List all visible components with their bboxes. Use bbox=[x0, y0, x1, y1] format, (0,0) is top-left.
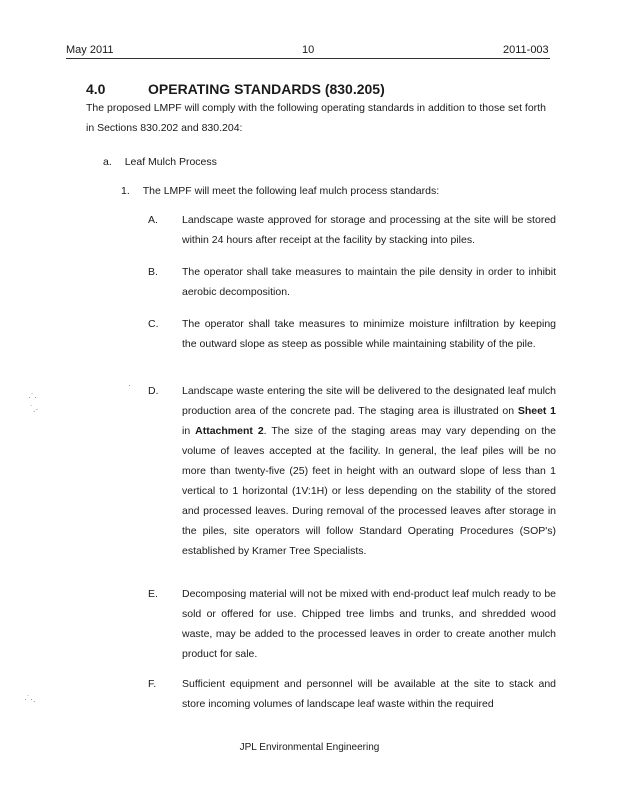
standard-text: The operator shall take measures to minimize moisture infiltration by keeping the outward slope as steep as possible while maintaining stability of the pile. bbox=[182, 318, 556, 350]
standard-text-part: . The size of the staging areas may vary depending on the volume of leaves accepted at the facility. In general, the leaf piles will be no more than twenty-five (25) feet in height with an outward slope of less than 1 vertical to 1 horizontal (1V:1H) or less depending on the stability of the stored and processed leaves. During removal of the processed leaves after storage in the piles, site operators will follow Standard Operating Procedures (SOP's) established by Kramer Tree Specialists. bbox=[182, 425, 557, 557]
standard-text: Decomposing material will not be mixed with end-product leaf mulch ready to be sold or offered for use. Chipped tree limbs and trunks, and shredded wood waste, may be added to the processed leaves in order to create another mulch product for sale. bbox=[182, 588, 556, 660]
footer-text: JPL Environmental Engineering bbox=[239, 742, 380, 753]
standard-letter: E. bbox=[148, 588, 158, 600]
standard-text: The operator shall take measures to maintain the pile density in order to inhibit aerobic decomposition. bbox=[182, 266, 556, 298]
standard-letter: C. bbox=[148, 318, 159, 330]
attachment-reference: Attachment 2 bbox=[195, 425, 264, 437]
sheet-reference: Sheet 1 bbox=[517, 405, 556, 417]
header-date: May 2011 bbox=[66, 44, 114, 56]
subsection-heading bbox=[103, 152, 217, 172]
standard-letter: F. bbox=[148, 678, 157, 690]
standard-text-part: Landscape waste entering the site will be delivered to the designated leaf mulch production area of the concrete pad. The staging area is illustrated on bbox=[182, 385, 556, 417]
standard-text bbox=[182, 381, 556, 561]
section-intro: The proposed LMPF will comply with the following operating standards in addition to those set forth in Sections 830.202 and 830.204: bbox=[86, 102, 546, 134]
document-number: 2011-003 bbox=[503, 44, 549, 56]
standard-text-part: in bbox=[182, 425, 196, 437]
standard-letter: A. bbox=[148, 214, 158, 226]
item-heading bbox=[121, 181, 439, 201]
page-number: 10 bbox=[302, 44, 315, 56]
item-label: 1. bbox=[121, 185, 130, 197]
standard-letter: D. bbox=[148, 385, 159, 397]
standard-text: Sufficient equipment and personnel will be available at the site to stack and store incoming volumes of landscape leaf waste within the required bbox=[182, 678, 556, 710]
standard-text: Landscape waste approved for storage and processing at the site will be stored within 24 hours after receipt at the facility by stacking into piles. bbox=[182, 214, 556, 246]
section-number: 4.0 bbox=[86, 81, 106, 97]
scan-mark: ˙.· bbox=[30, 404, 39, 414]
section-title: OPERATING STANDARDS (830.205) bbox=[148, 81, 385, 97]
standard-letter: B. bbox=[148, 266, 158, 278]
scan-mark: ·˙·. bbox=[24, 694, 36, 704]
item-text: The LMPF will meet the following leaf mulch process standards: bbox=[142, 185, 440, 197]
subsection-label: a. bbox=[103, 156, 112, 168]
header-rule bbox=[66, 58, 550, 59]
scan-mark: · bbox=[128, 380, 131, 390]
subsection-title: Leaf Mulch Process bbox=[124, 156, 217, 168]
scan-mark: ·˙· bbox=[28, 392, 37, 402]
